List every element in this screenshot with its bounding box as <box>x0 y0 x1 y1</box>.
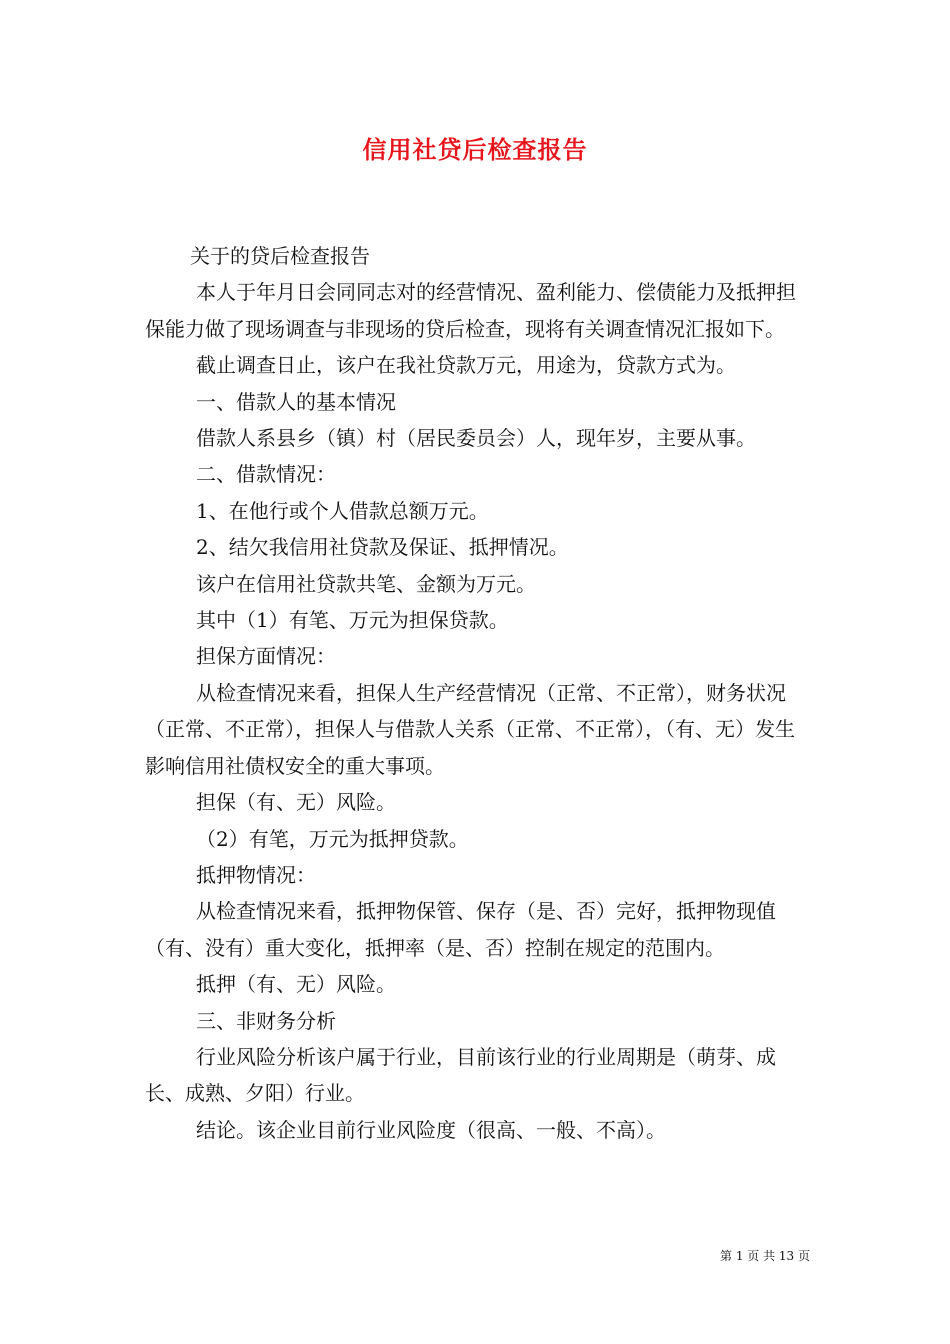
paragraph-guarantee-risk: 担保（有、无）风险。 <box>196 790 396 815</box>
paragraph-intro: 本人于年月日会同同志对的经营情况、盈利能力、偿债能力及抵押担保能力做了现场调查与非现场的贷后检查，现将有关调查情况汇报如下。 <box>145 280 796 341</box>
document-title: 信用社贷后检查报告 <box>362 135 588 164</box>
subheading-collateral: 抵押物情况： <box>196 862 316 887</box>
paragraph-report-heading: 关于的贷后检查报告 <box>190 244 370 268</box>
subheading-guarantee: 担保方面情况： <box>196 644 336 669</box>
paragraph-guaranteed-loans: 其中（1）有笔、万元为担保贷款。 <box>196 608 509 633</box>
paragraph-guarantee-check: 从检查情况来看，担保人生产经营情况（正常、不正常），财务状况（正常、不正常），担保人与借款人关系（正常、不正常），（有、无）发生影响信用社债权安全的重大事项。 <box>145 680 795 778</box>
paragraph-conclusion: 结论。该企业目前行业风险度（很高、一般、不高）。 <box>196 1117 666 1142</box>
paragraph-loan-count: 该户在信用社贷款共笔、金额为万元。 <box>196 571 536 596</box>
section-heading-non-financial: 三、非财务分析 <box>196 1008 336 1033</box>
section-heading-borrower-info: 一、借款人的基本情况 <box>196 389 396 414</box>
paragraph-mortgage-risk: 抵押（有、无）风险。 <box>196 972 396 997</box>
paragraph-industry-risk: 行业风险分析该户属于行业，目前该行业的行业周期是（萌芽、成长、成熟、夕阳）行业。 <box>145 1044 776 1106</box>
document-body <box>145 238 810 1148</box>
page-number-footer: 第 1 页 共 13 页 <box>720 1249 810 1263</box>
paragraph-mortgage-loans: （2）有笔，万元为抵押贷款。 <box>196 826 469 851</box>
paragraph-other-loans: 1、在他行或个人借款总额万元。 <box>196 498 489 523</box>
section-heading-loan-status: 二、借款情况： <box>196 462 336 487</box>
paragraph-loan-summary: 截止调查日止，该户在我社贷款万元，用途为，贷款方式为。 <box>196 353 736 378</box>
paragraph-outstanding-loans: 2、结欠我信用社贷款及保证、抵押情况。 <box>196 535 569 560</box>
paragraph-borrower-info: 借款人系县乡（镇）村（居民委员会）人，现年岁，主要从事。 <box>196 426 756 451</box>
paragraph-collateral-check: 从检查情况来看，抵押物保管、保存（是、否）完好，抵押物现值（有、没有）重大变化，抵押率（是、否）控制在规定的范围内。 <box>145 899 776 960</box>
